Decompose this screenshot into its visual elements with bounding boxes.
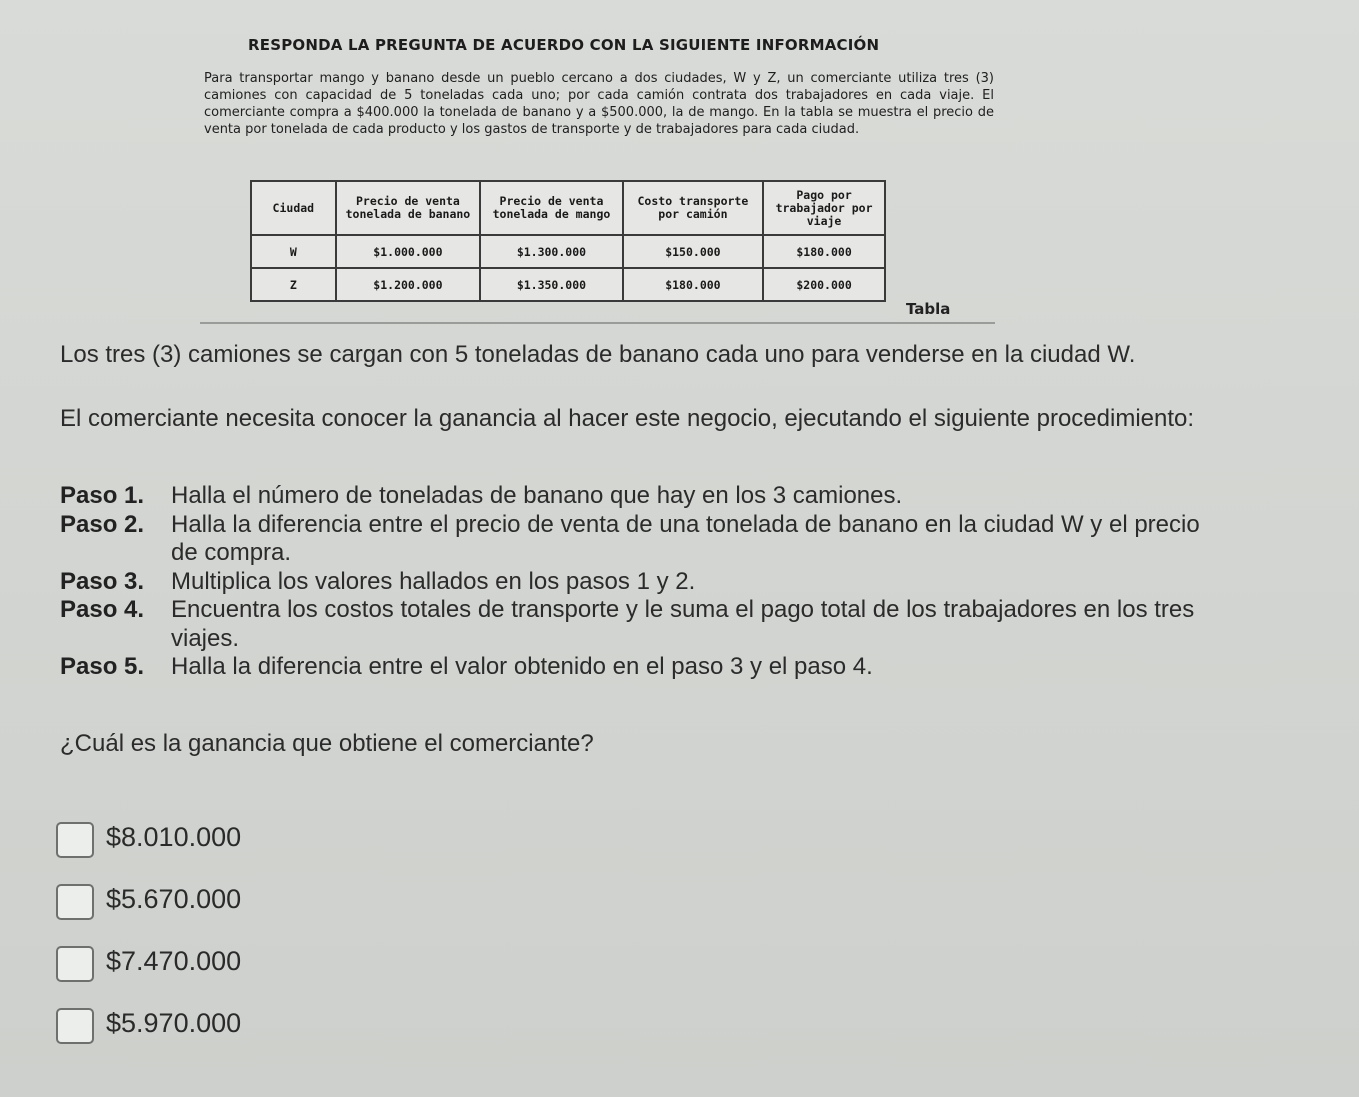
- answer-option-4[interactable]: [56, 1006, 356, 1046]
- option-label: $5.970.000: [106, 1008, 242, 1038]
- step-text: Halla el número de toneladas de banano que hay en los 3 camiones.: [171, 482, 903, 509]
- answer-option-2[interactable]: [56, 882, 356, 922]
- table-cell: $1.350.000: [480, 268, 622, 301]
- step-item: [60, 568, 1210, 597]
- header-ciudad: Ciudad: [251, 181, 336, 235]
- header-pago-trabajador: Pago por trabajador por viaje: [763, 181, 885, 235]
- step-label: Paso 5.: [60, 653, 145, 680]
- table-caption: Tabla: [906, 300, 951, 318]
- option-label: $7.470.000: [106, 946, 242, 976]
- table-cell: W: [251, 235, 336, 268]
- header-precio-mango: Precio de venta tonelada de mango: [480, 181, 622, 235]
- procedure-steps: [60, 482, 1210, 682]
- table-cell: $180.000: [763, 235, 885, 268]
- question-text: ¿Cuál es la ganancia que obtiene el comerciante?: [60, 730, 594, 757]
- checkbox[interactable]: [56, 1008, 94, 1044]
- step-text: Halla la diferencia entre el valor obtenido en el paso 3 y el paso 4.: [171, 653, 873, 680]
- price-table: [250, 180, 886, 302]
- table-row: [251, 235, 885, 268]
- intro-paragraph: Para transportar mango y banano desde un pueblo cercano a dos ciudades, W y Z, un comerciante utiliza tres (3) camiones con capacidad de 5 toneladas cada uno; por cada camión contrata dos trabajadores en cada viaje. El comerciante compra a $400.000 la tonelada de banano y a $500.000, la de mango. En la tabla se muestra el precio de venta por tonelada de cada producto y los gastos de transporte y de trabajadores para cada ciudad.: [204, 71, 994, 137]
- answer-option-3[interactable]: [56, 944, 356, 984]
- table-cell: $150.000: [623, 235, 763, 268]
- option-label: $5.670.000: [106, 884, 242, 914]
- checkbox[interactable]: [56, 884, 94, 920]
- step-text: Halla la diferencia entre el precio de venta de una tonelada de banano en la ciudad W y el precio de compra.: [171, 510, 1200, 566]
- table-cell: $180.000: [623, 268, 763, 301]
- answer-option-1[interactable]: [56, 820, 356, 860]
- divider: [200, 322, 995, 324]
- table-cell: Z: [251, 268, 336, 301]
- procedure-intro: El comerciante necesita conocer la ganancia al hacer este negocio, ejecutando el siguiente procedimiento:: [60, 405, 1195, 432]
- step-item: [60, 511, 1210, 568]
- step-item: [60, 482, 1210, 511]
- step-text: Multiplica los valores hallados en los pasos 1 y 2.: [171, 567, 696, 595]
- table-cell: $1.300.000: [480, 235, 622, 268]
- option-label: $8.010.000: [106, 822, 242, 852]
- step-label: Paso 4.: [60, 596, 145, 623]
- step-label: Paso 2.: [60, 510, 145, 538]
- header-costo-transporte: Costo transporte por camión: [623, 181, 763, 235]
- step-label: Paso 3.: [60, 567, 145, 595]
- instruction-heading: RESPONDA LA PREGUNTA DE ACUERDO CON LA SIGUIENTE INFORMACIÓN: [248, 36, 880, 54]
- table-header-row: [251, 181, 885, 235]
- step-text: Encuentra los costos totales de transporte y le suma el pago total de los trabajadores en los tres viajes.: [171, 596, 1195, 652]
- table-cell: $1.000.000: [336, 235, 481, 268]
- table-cell: $1.200.000: [336, 268, 481, 301]
- header-precio-banano: Precio de venta tonelada de banano: [336, 181, 481, 235]
- step-item: [60, 653, 1210, 682]
- table-cell: $200.000: [763, 268, 885, 301]
- checkbox[interactable]: [56, 946, 94, 982]
- problem-statement: Los tres (3) camiones se cargan con 5 toneladas de banano cada uno para venderse en la ciudad W.: [60, 341, 1136, 368]
- step-item: [60, 596, 1210, 653]
- table-row: [251, 268, 885, 301]
- checkbox[interactable]: [56, 822, 94, 858]
- step-label: Paso 1.: [60, 482, 145, 509]
